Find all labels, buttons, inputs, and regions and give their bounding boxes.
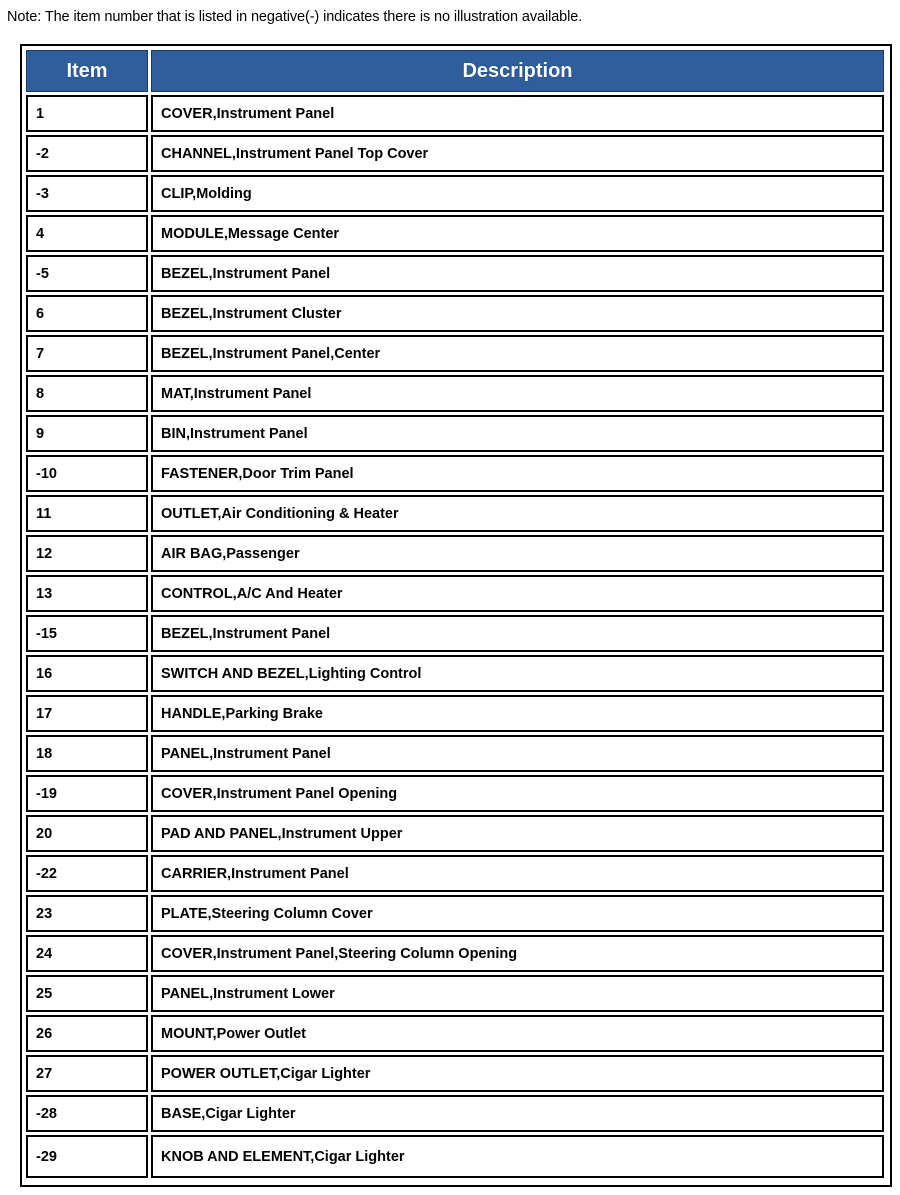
description-cell: MOUNT,Power Outlet: [151, 1015, 884, 1052]
item-number-cell: -28: [26, 1095, 148, 1132]
table-row: [26, 1015, 884, 1052]
table-row: [26, 415, 884, 452]
item-number-cell: 7: [26, 335, 148, 372]
description-cell: OUTLET,Air Conditioning & Heater: [151, 495, 884, 532]
description-cell: BEZEL,Instrument Panel: [151, 615, 884, 652]
description-cell: COVER,Instrument Panel,Steering Column Opening: [151, 935, 884, 972]
table-row: [26, 615, 884, 652]
description-cell: MAT,Instrument Panel: [151, 375, 884, 412]
item-number-cell: -19: [26, 775, 148, 812]
description-cell: KNOB AND ELEMENT,Cigar Lighter: [151, 1135, 884, 1178]
item-number-cell: -22: [26, 855, 148, 892]
item-number-cell: 18: [26, 735, 148, 772]
table-row: [26, 335, 884, 372]
item-number-cell: 6: [26, 295, 148, 332]
table-row: [26, 495, 884, 532]
item-number-cell: -3: [26, 175, 148, 212]
item-number-cell: 20: [26, 815, 148, 852]
table-row: [26, 735, 884, 772]
item-number-cell: 26: [26, 1015, 148, 1052]
description-cell: BEZEL,Instrument Panel: [151, 255, 884, 292]
description-cell: COVER,Instrument Panel Opening: [151, 775, 884, 812]
item-number-cell: -5: [26, 255, 148, 292]
table-row: [26, 895, 884, 932]
table-row: [26, 455, 884, 492]
item-number-cell: 9: [26, 415, 148, 452]
table-row: [26, 175, 884, 212]
table-row: [26, 775, 884, 812]
description-cell: POWER OUTLET,Cigar Lighter: [151, 1055, 884, 1092]
table-row: [26, 95, 884, 132]
table-row: [26, 695, 884, 732]
description-cell: COVER,Instrument Panel: [151, 95, 884, 132]
description-cell: PLATE,Steering Column Cover: [151, 895, 884, 932]
description-cell: BASE,Cigar Lighter: [151, 1095, 884, 1132]
item-number-cell: 17: [26, 695, 148, 732]
item-number-cell: 13: [26, 575, 148, 612]
item-number-cell: -2: [26, 135, 148, 172]
item-number-cell: 8: [26, 375, 148, 412]
parts-table-frame: [20, 44, 892, 1187]
item-column-header: Item: [26, 50, 148, 92]
table-row: [26, 575, 884, 612]
table-row: [26, 295, 884, 332]
item-number-cell: 1: [26, 95, 148, 132]
description-column-header: Description: [151, 50, 884, 92]
description-cell: BEZEL,Instrument Panel,Center: [151, 335, 884, 372]
table-row: [26, 535, 884, 572]
table-row: [26, 1095, 884, 1132]
description-cell: CONTROL,A/C And Heater: [151, 575, 884, 612]
description-cell: PANEL,Instrument Panel: [151, 735, 884, 772]
description-cell: BIN,Instrument Panel: [151, 415, 884, 452]
table-row: [26, 375, 884, 412]
item-number-cell: 27: [26, 1055, 148, 1092]
item-number-cell: 24: [26, 935, 148, 972]
parts-table: [23, 47, 887, 1181]
description-cell: MODULE,Message Center: [151, 215, 884, 252]
item-number-cell: 4: [26, 215, 148, 252]
item-number-cell: -10: [26, 455, 148, 492]
table-row: [26, 1055, 884, 1092]
table-row: [26, 935, 884, 972]
description-cell: FASTENER,Door Trim Panel: [151, 455, 884, 492]
item-number-cell: 16: [26, 655, 148, 692]
table-header-row: [26, 50, 884, 92]
table-row: [26, 975, 884, 1012]
description-cell: CHANNEL,Instrument Panel Top Cover: [151, 135, 884, 172]
table-row: [26, 815, 884, 852]
item-number-cell: 11: [26, 495, 148, 532]
item-number-cell: 12: [26, 535, 148, 572]
description-cell: CARRIER,Instrument Panel: [151, 855, 884, 892]
table-row: [26, 655, 884, 692]
table-row: [26, 255, 884, 292]
item-number-cell: 25: [26, 975, 148, 1012]
parts-table-body: [26, 95, 884, 1178]
illustration-note: Note: The item number that is listed in negative(-) indicates there is no illustration available.: [7, 9, 583, 25]
description-cell: HANDLE,Parking Brake: [151, 695, 884, 732]
table-row: [26, 135, 884, 172]
description-cell: PAD AND PANEL,Instrument Upper: [151, 815, 884, 852]
description-cell: CLIP,Molding: [151, 175, 884, 212]
table-row: [26, 855, 884, 892]
item-number-cell: -15: [26, 615, 148, 652]
description-cell: BEZEL,Instrument Cluster: [151, 295, 884, 332]
description-cell: AIR BAG,Passenger: [151, 535, 884, 572]
item-number-cell: 23: [26, 895, 148, 932]
item-number-cell: -29: [26, 1135, 148, 1178]
table-row: [26, 1135, 884, 1178]
description-cell: SWITCH AND BEZEL,Lighting Control: [151, 655, 884, 692]
description-cell: PANEL,Instrument Lower: [151, 975, 884, 1012]
table-row: [26, 215, 884, 252]
